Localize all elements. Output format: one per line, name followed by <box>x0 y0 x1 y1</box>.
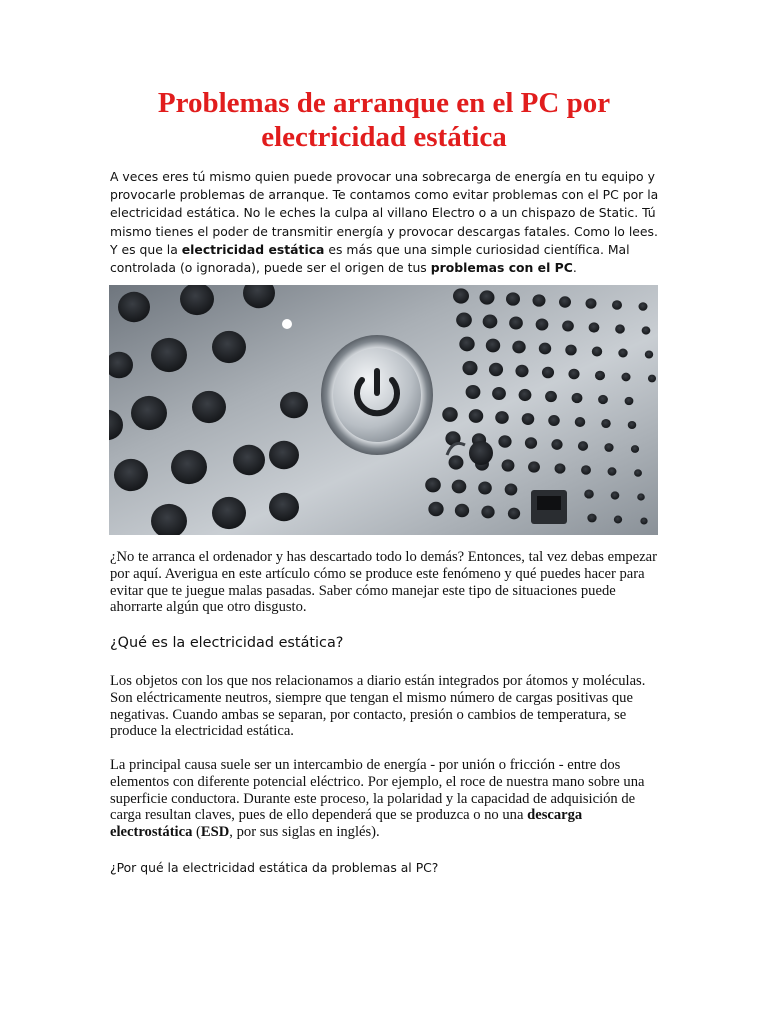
section-heading-1: ¿Qué es la electricidad estática? <box>110 635 344 651</box>
vent-hole <box>589 322 600 332</box>
intro-bold-1: electricidad estática <box>181 241 325 257</box>
hero-image-pc-panel <box>109 285 658 535</box>
vent-hole <box>562 320 574 331</box>
paragraph-2: Los objetos con los que nos relacionamos a diario están integrados por átomos y moléculas. Son eléctricamente neutros, siempre que tengan el mismo número de cargas positivas que negativas. Cuando ambas se separan, por contacto, presión o cambios de temperatura, se produce la electricidad estática. <box>110 673 646 740</box>
vent-hole <box>536 318 549 330</box>
vent-hole <box>114 459 148 491</box>
intro-bold-2: problemas con el PC <box>430 260 573 276</box>
vent-hole <box>486 339 500 353</box>
vent-hole <box>621 373 630 382</box>
vent-hole <box>559 296 571 307</box>
vent-hole <box>522 413 535 425</box>
vent-hole <box>280 392 308 419</box>
vent-hole <box>586 298 597 308</box>
vent-hole <box>466 385 481 399</box>
vent-hole <box>625 397 634 405</box>
vent-hole <box>533 294 546 306</box>
vent-hole <box>505 484 518 496</box>
vent-hole <box>555 463 566 473</box>
vent-hole <box>642 326 651 334</box>
vent-hole <box>581 465 591 474</box>
vent-hole <box>587 514 596 523</box>
vent-hole <box>608 467 617 475</box>
vent-hole <box>269 441 299 470</box>
vent-hole <box>648 375 656 383</box>
vent-hole <box>492 387 506 400</box>
vent-hole <box>525 437 537 449</box>
vent-hole <box>631 445 639 453</box>
vent-hole <box>502 459 515 471</box>
p3-bold-1: descarga electrostática <box>110 807 583 841</box>
vent-hole <box>489 363 503 376</box>
vent-hole <box>171 450 207 484</box>
vent-hole <box>584 489 594 498</box>
pc-panel-illustration <box>109 285 658 535</box>
vent-hole <box>548 415 560 426</box>
intro-paragraph <box>110 168 662 277</box>
vent-hole <box>612 300 622 310</box>
vent-hole <box>568 369 579 380</box>
vent-hole <box>151 338 187 372</box>
vent-hole <box>425 478 441 493</box>
vent-hole <box>551 439 562 450</box>
vent-hole <box>442 407 458 422</box>
vent-hole <box>269 493 299 522</box>
paragraph-1: ¿No te arranca el ordenador y has descartado todo lo demás? Entonces, tal vez debas empezar por aquí. Averigua en este artículo cómo se produce este fenómeno y qué puedes hacer para evitar que te juegue malas pasadas. Saber cómo manejar este tipo de situaciones puede ahorrarte algún que otro disgusto. <box>110 549 658 616</box>
vent-hole <box>611 491 620 499</box>
vent-hole <box>615 324 625 333</box>
vent-hole <box>456 313 472 328</box>
vent-hole <box>455 504 469 518</box>
vent-hole <box>509 316 523 329</box>
vent-hole <box>645 351 653 359</box>
vent-hole <box>565 345 576 356</box>
vent-hole <box>639 302 648 311</box>
vent-hole <box>192 391 226 423</box>
vent-hole <box>637 493 645 500</box>
vent-hole <box>595 371 605 381</box>
page-title: Problemas de arranque en el PC por electricidad estática <box>157 87 611 153</box>
p3-bold-2: ESD <box>200 824 230 841</box>
section-heading-2: ¿Por qué la electricidad estática da problemas al PC? <box>110 860 439 875</box>
vent-hole <box>498 435 511 448</box>
vent-hole <box>428 502 443 517</box>
vent-hole <box>598 395 608 404</box>
vent-hole <box>604 443 613 452</box>
p3-text-3: , por sus siglas en inglés). <box>229 824 380 841</box>
intro-text-2: es más que una simple curiosidad científica. Mal controlada (o ignorada), puede ser el origen de tus <box>110 241 630 276</box>
p3-text-1: La principal causa suele ser un intercambio de energía - por unión o fricción - entre dos elementos con diferente potencial eléctrico. Por ejemplo, el roce de nuestra mano sobre una superficie conductora. Durante este proceso, la polaridad y la capacidad de adquisición de carga resultan claves, pues de ello dependerá que se produzca o no una <box>110 757 645 824</box>
vent-hole <box>575 417 586 427</box>
vent-hole <box>495 411 509 424</box>
vent-hole <box>578 441 588 451</box>
intro-text-3: . <box>572 260 577 276</box>
vent-hole <box>614 516 622 524</box>
vent-hole <box>131 396 167 430</box>
vent-hole <box>469 409 484 423</box>
p3-text-2: ( <box>192 824 201 841</box>
vent-hole <box>462 361 477 375</box>
vent-hole <box>459 337 474 352</box>
vent-hole <box>118 292 150 322</box>
vent-hole <box>480 290 495 304</box>
power-button <box>321 335 433 455</box>
vent-hole <box>618 349 627 358</box>
vent-hole <box>539 343 551 355</box>
paragraph-3 <box>110 757 658 841</box>
status-led <box>282 319 292 329</box>
vent-hole <box>634 469 642 477</box>
usb-port <box>531 490 567 524</box>
vent-hole <box>212 331 246 363</box>
vent-hole <box>478 482 492 495</box>
vent-hole <box>528 461 540 472</box>
vent-hole <box>515 365 528 377</box>
vent-hole <box>628 421 637 429</box>
vent-hole <box>519 389 532 401</box>
vent-hole <box>545 391 557 402</box>
vent-hole <box>212 497 246 529</box>
vent-hole <box>640 518 647 525</box>
vent-hole <box>592 347 602 357</box>
vent-hole <box>506 292 520 305</box>
vent-hole <box>512 341 525 354</box>
vent-hole <box>572 393 583 403</box>
vent-hole <box>481 506 494 519</box>
vent-hole <box>508 508 520 520</box>
vent-hole <box>233 445 265 475</box>
vent-hole <box>483 315 498 329</box>
vent-hole <box>453 288 469 303</box>
vent-hole <box>449 455 464 469</box>
vent-hole <box>452 480 467 494</box>
vent-hole <box>601 419 611 428</box>
intro-text-1: A veces eres tú mismo quien puede provocar una sobrecarga de energía en tu equipo y provocarle problemas de arranque. Te contamos como evitar problemas con el PC por la electricidad estática. No le eches la culpa al villano Electro o a un chispazo de Static. Tú mismo tienes el poder de transmitir energía y provocar descargas fatales. Como lo lees. Y es que la <box>110 169 659 257</box>
vent-hole <box>542 367 554 378</box>
